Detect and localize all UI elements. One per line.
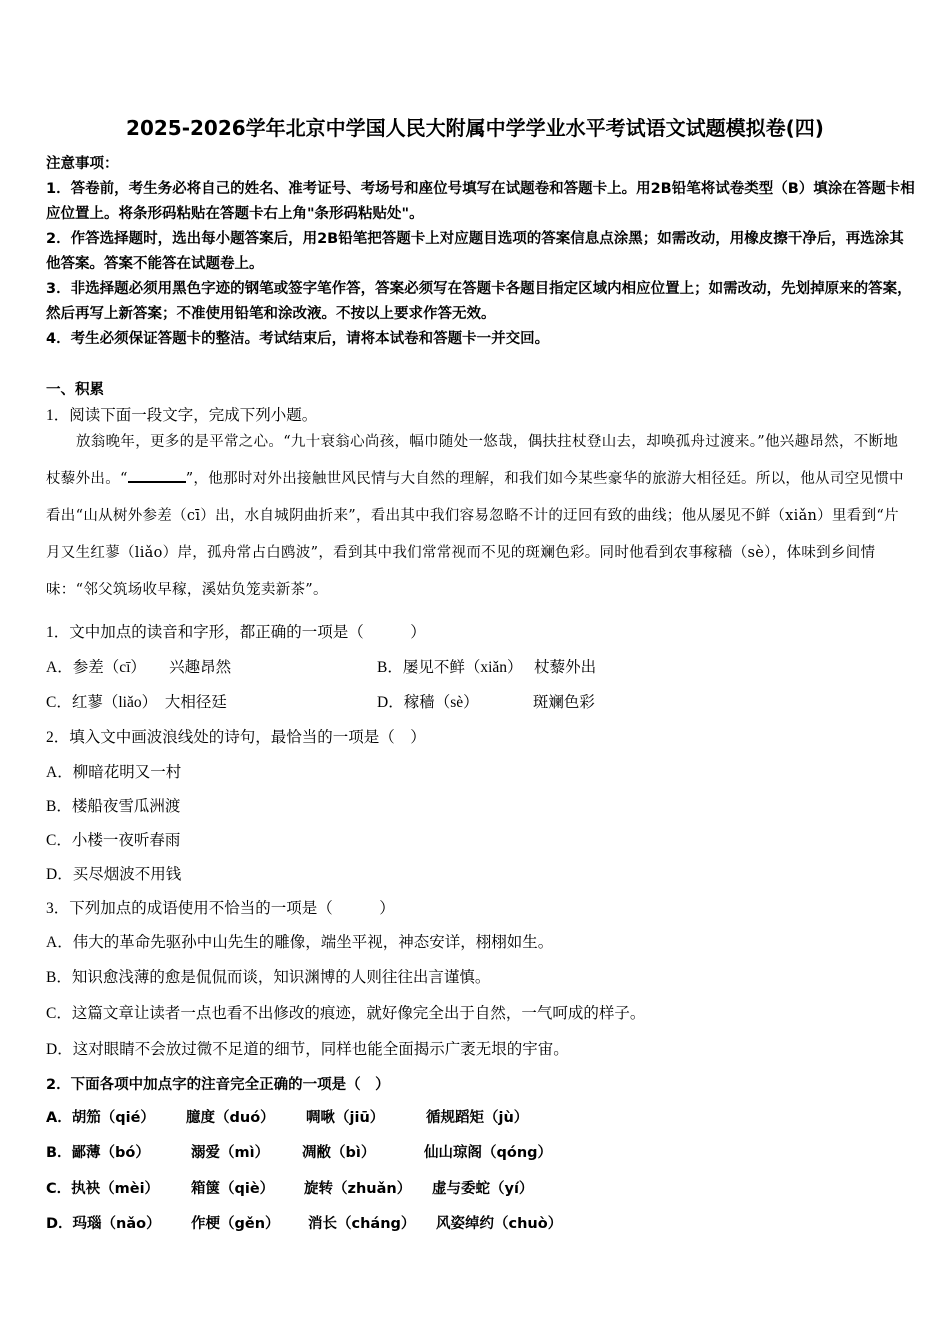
passage-part-a: 放翁晚年，更多的是平常之心。“九十衰翁心尚孩，幅巾随处一悠哉，偶扶拄杖登山去，却唤孤舟过渡来。”他兴趣昂然，不断地杖藜外出。“ bbox=[46, 434, 899, 487]
page-title: 2025-2026学年北京中学国人民大附属中学学业水平考试语文试题模拟卷(四) bbox=[126, 116, 824, 140]
q2-a-2: 臆度（duó） bbox=[186, 1110, 275, 1126]
notice-item-1: 1．答卷前，考生务必将自己的姓名、准考证号、考场号和座位号填写在试题卷和答题卡上。用2B铅笔将试卷类型（B）填涂在答题卡相应位置上。将条形码粘贴在答题卡右上角"条形码粘贴处"。 bbox=[46, 181, 915, 222]
sub2-option-b: B．楼船夜雪瓜洲渡 bbox=[46, 798, 181, 815]
q2-b-3: 凋敝（bì） bbox=[302, 1145, 376, 1161]
q2-b-4: 仙山琼阁（qóng） bbox=[424, 1145, 553, 1161]
passage-part-b: ”，他那时对外出接触世风民情与大自然的理解，和我们如今某些豪华的旅游大相径廷。所以，他从司空见惯中看出“山从树外参差（cī）出，水自城阴曲折来”，看出其中我们容易忽略不计的迂回有致的曲线；他从屡见不鲜（xiǎn）里看到“片月又生红蓼（liǎo）岸，孤舟常占白鸥波”，看到其中我们常常视而不见的斑斓色彩。同时他看到农事稼穑（sè），体味到乡间情味：“邻父筑场收早稼，溪姑负笼卖新茶”。 bbox=[46, 471, 904, 598]
q2-a-4: 循规蹈矩（jù） bbox=[426, 1110, 529, 1126]
sub2-option-d: D．买尽烟波不用钱 bbox=[46, 866, 182, 883]
sub3-option-c: C．这篇文章让读者一点也看不出修改的痕迹，就好像完全出于自然，一气呵成的样子。 bbox=[46, 1005, 646, 1022]
section-heading: 一、积累 bbox=[46, 382, 104, 398]
sub2-option-a: A．柳暗花明又一村 bbox=[46, 764, 182, 781]
q2-c-2: 箱箧（qiè） bbox=[191, 1181, 275, 1197]
answer-blank bbox=[128, 469, 186, 483]
q2-stem: 2．下面各项中加点字的注音完全正确的一项是（ ） bbox=[46, 1077, 390, 1093]
sub1-stem: 1．文中加点的读音和字形，都正确的一项是（ ） bbox=[46, 624, 426, 641]
q2-c-1: C．执袂（mèi） bbox=[46, 1181, 160, 1197]
sub1-option-d: D．稼穑（sè） 斑斓色彩 bbox=[377, 694, 595, 711]
q2-d-3: 消长（cháng） bbox=[308, 1216, 416, 1232]
q2-c-3: 旋转（zhuǎn） bbox=[304, 1181, 412, 1197]
q2-c-4: 虚与委蛇（yí） bbox=[432, 1181, 534, 1197]
q2-b-2: 溺爱（mì） bbox=[191, 1145, 270, 1161]
question-intro: 1．阅读下面一段文字，完成下列小题。 bbox=[46, 407, 318, 424]
notice-heading: 注意事项： bbox=[46, 156, 119, 172]
q2-b-1: B．鄙薄（bó） bbox=[46, 1145, 150, 1161]
sub2-stem: 2．填入文中画波浪线处的诗句，最恰当的一项是（ ） bbox=[46, 729, 426, 746]
q2-a-1: A．胡笳（qié） bbox=[46, 1110, 155, 1126]
sub3-stem: 3．下列加点的成语使用不恰当的一项是（ ） bbox=[46, 900, 395, 917]
sub3-option-b: B．知识愈浅薄的愈是侃侃而谈，知识渊博的人则往往出言谨慎。 bbox=[46, 969, 491, 986]
sub3-option-a: A．伟大的革命先驱孙中山先生的雕像，端坐平视，神态安详，栩栩如生。 bbox=[46, 934, 554, 951]
notice-item-4: 4．考生必须保证答题卡的整洁。考试结束后，请将本试卷和答题卡一并交回。 bbox=[46, 331, 550, 347]
sub1-option-b: B．屡见不鲜（xiǎn） 杖藜外出 bbox=[377, 659, 597, 676]
reading-passage bbox=[46, 424, 908, 609]
sub1-option-a: A．参差（cī） 兴趣昂然 bbox=[46, 659, 232, 676]
q2-d-1: D．玛瑙（nǎo） bbox=[46, 1216, 161, 1232]
notice-item-3: 3．非选择题必须用黑色字迹的钢笔或签字笔作答，答案必须写在答题卡各题目指定区域内相应位置上；如需改动，先划掉原来的答案，然后再写上新答案；不准使用铅笔和涂改液。不按以上要求作答无效。 bbox=[46, 281, 912, 322]
sub1-option-c: C．红蓼（liǎo） 大相径廷 bbox=[46, 694, 227, 711]
q2-d-2: 作梗（gěn） bbox=[191, 1216, 280, 1232]
notice-item-2: 2．作答选择题时，选出每小题答案后，用2B铅笔把答题卡上对应题目选项的答案信息点涂黑；如需改动，用橡皮擦干净后，再选涂其他答案。答案不能答在试题卷上。 bbox=[46, 231, 904, 272]
sub3-option-d: D．这对眼睛不会放过微不足道的细节，同样也能全面揭示广袤无垠的宇宙。 bbox=[46, 1041, 569, 1058]
q2-a-3: 啁啾（jiū） bbox=[306, 1110, 385, 1126]
sub2-option-c: C．小楼一夜听春雨 bbox=[46, 832, 181, 849]
q2-d-4: 风姿绰约（chuò） bbox=[436, 1216, 563, 1232]
